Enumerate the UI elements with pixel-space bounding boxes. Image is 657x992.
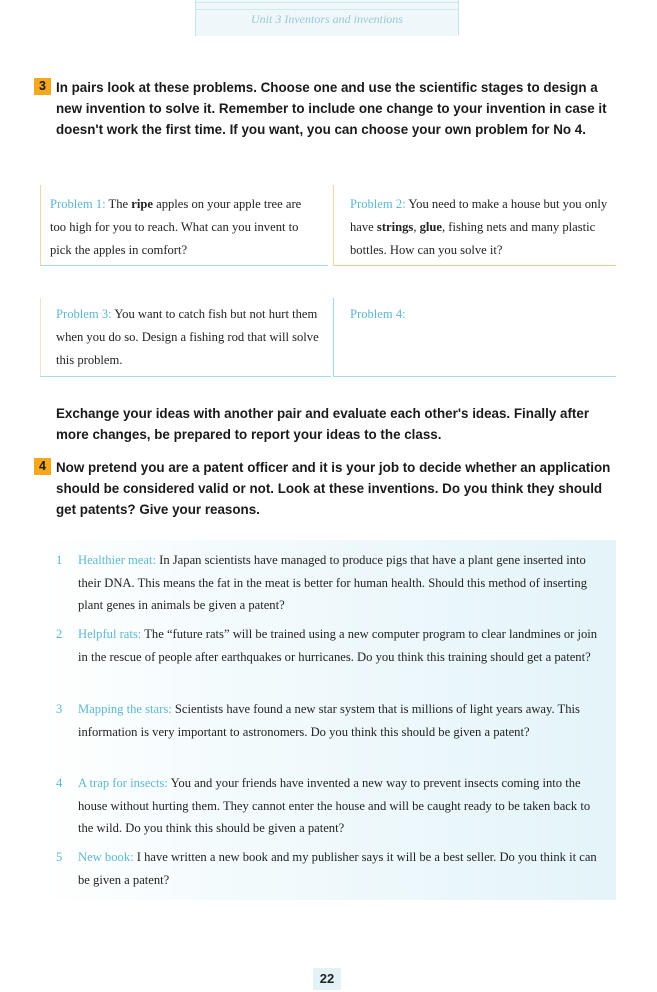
page-number: 22 bbox=[313, 968, 341, 990]
exercise-3-follow-up: Exchange your ideas with another pair and evaluate each other's ideas. Finally after more changes, be prepared to report your ideas to the class. bbox=[56, 406, 590, 442]
problem-text: apples on your apple tree are too high for you to reach. What can you invent to pick the apples in comfort? bbox=[50, 197, 302, 257]
exercise-3-text: In pairs look at these problems. Choose one and use the scientific stages to design a new invention to solve it. Remember to include one change to your invention in case it doesn't work the first time. If you want, you can choose your own problem for No 4. bbox=[56, 80, 607, 137]
item-text: The “future rats” will be trained using a new computer program to clear landmines or join in the rescue of people after earthquakes or hurricanes. Do you think this training should get a patent? bbox=[78, 627, 598, 664]
problem-text: , bbox=[413, 220, 420, 234]
problem-2 bbox=[350, 193, 612, 262]
item-number: 1 bbox=[56, 553, 63, 567]
exercise-number-badge: 4 bbox=[34, 458, 51, 475]
item-number: 5 bbox=[56, 850, 63, 864]
exercise-4-instruction bbox=[34, 457, 618, 520]
item-text: In Japan scientists have managed to produce pigs that have a plant gene inserted into their DNA. This means the fat in the meat is better for human health. Should this method of inserting plant genes in animals be given a patent? bbox=[78, 553, 588, 612]
problem-1 bbox=[50, 193, 320, 262]
exercise-number-badge: 3 bbox=[34, 78, 51, 95]
problem-keyword: glue bbox=[419, 220, 442, 234]
problem-text: You need to make a house but you only have bbox=[350, 197, 608, 234]
problem-text: The bbox=[108, 197, 132, 211]
item-number: 3 bbox=[56, 702, 63, 716]
problem-keyword: strings bbox=[376, 220, 414, 234]
exercise-3-instruction bbox=[34, 77, 618, 140]
problem-label: Problem 4: bbox=[350, 307, 406, 321]
item-label: A trap for insects: bbox=[78, 776, 168, 790]
problem-4 bbox=[350, 303, 600, 326]
item-label: Helpful rats: bbox=[78, 627, 142, 641]
patent-item-4 bbox=[56, 772, 608, 840]
patent-item-2 bbox=[56, 623, 608, 668]
problem-text: , fishing nets and many plastic bottles. How can you solve it? bbox=[350, 220, 596, 257]
item-label: Mapping the stars: bbox=[78, 702, 172, 716]
patent-item-1 bbox=[56, 549, 608, 617]
item-label: New book: bbox=[78, 850, 134, 864]
problem-keyword: ripe bbox=[131, 197, 153, 211]
item-text: You and your friends have invented a new way to prevent insects coming into the house without hurting them. They cannot enter the house and will be caught ready to be taken back to the wild. Do you think this should be given a patent? bbox=[78, 776, 591, 835]
problem-label: Problem 3: bbox=[56, 307, 112, 321]
problem-label: Problem 1: bbox=[50, 197, 106, 211]
problem-label: Problem 2: bbox=[350, 197, 406, 211]
item-text: Scientists have found a new star system that is millions of light years away. This information is very important to astronomers. Do you think this should be given a patent? bbox=[78, 702, 580, 739]
patent-item-5 bbox=[56, 846, 608, 891]
patent-item-3 bbox=[56, 698, 608, 743]
item-text: I have written a new book and my publisher says it will be a best seller. Do you think it can be given a patent? bbox=[78, 850, 597, 887]
unit-title: Unit 3 Inventors and inventions bbox=[251, 12, 403, 26]
problem-3 bbox=[56, 303, 324, 372]
header-rule bbox=[196, 2, 458, 10]
item-number: 2 bbox=[56, 627, 63, 641]
problem-text: You want to catch fish but not hurt them when you do so. Design a fishing rod that will solve this problem. bbox=[56, 307, 319, 367]
exercise-4-text: Now pretend you are a patent officer and it is your job to decide whether an application should be considered valid or not. Look at these inventions. Do you think they should get patents? Give your reasons. bbox=[56, 460, 611, 517]
item-label: Healthier meat: bbox=[78, 553, 156, 567]
unit-header bbox=[195, 0, 459, 36]
item-number: 4 bbox=[56, 776, 63, 790]
